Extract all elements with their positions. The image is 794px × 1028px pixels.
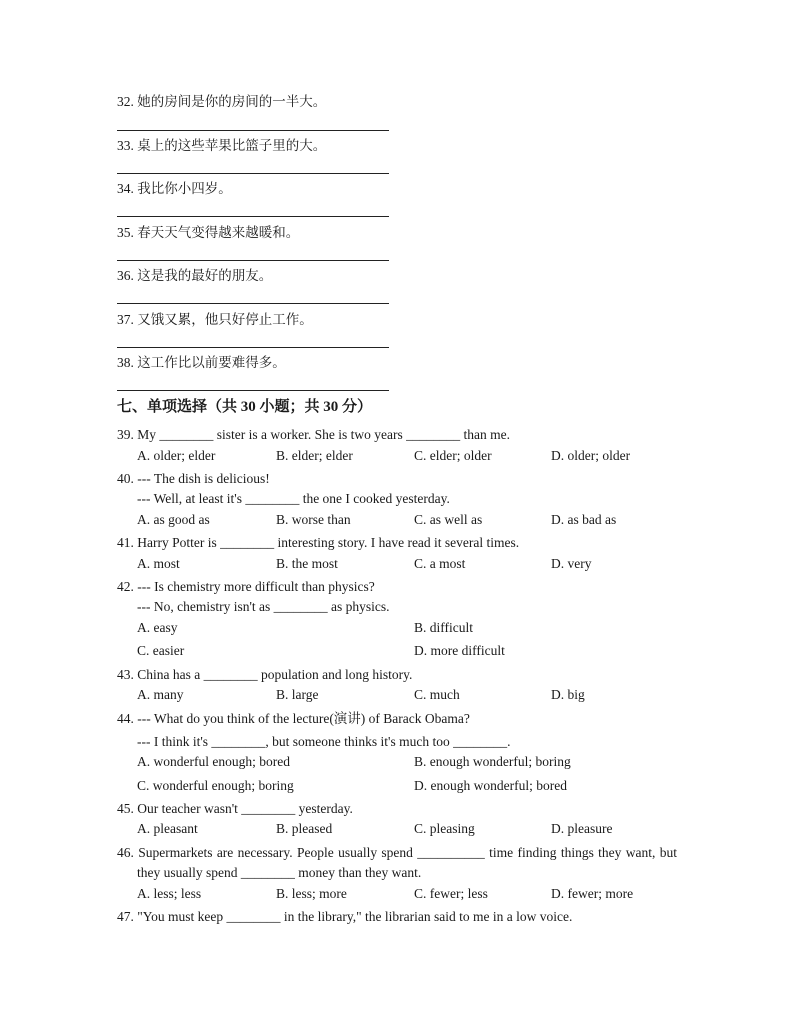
option-46-c: C. fewer; less: [414, 886, 488, 901]
option-44-b: B. enough wonderful; boring: [414, 754, 571, 769]
section-title: 七、单项选择（共 30 小题；共 30 分）: [117, 399, 373, 415]
option-44-a: A. wonderful enough; bored: [137, 754, 290, 769]
option-42-b: B. difficult: [414, 620, 473, 635]
question-45: [117, 800, 353, 818]
item-number: 37.: [117, 312, 134, 327]
question-text: --- The dish is delicious!: [137, 471, 270, 486]
question-41: [117, 534, 519, 552]
question-47: [117, 908, 572, 926]
translation-item-38: [117, 354, 286, 372]
option-39-c: C. elder; older: [414, 448, 492, 463]
question-text: Our teacher wasn't ________ yesterday.: [137, 801, 353, 816]
item-number: 33.: [117, 138, 134, 153]
option-39-d: D. older; older: [551, 448, 631, 463]
option-45-a: A. pleasant: [137, 821, 198, 836]
question-number: 42.: [117, 579, 134, 594]
question-42: [117, 578, 375, 596]
question-40-line-2: --- Well, at least it's ________ the one I cooked yesterday.: [137, 491, 450, 506]
option-39-a: A. older; elder: [137, 448, 216, 463]
option-41-c: C. a most: [414, 556, 466, 571]
option-43-b: B. large: [276, 687, 319, 702]
option-44-d: D. enough wonderful; bored: [414, 778, 567, 793]
item-text: 这工作比以前要难得多。: [137, 355, 286, 370]
question-42-line-2: --- No, chemistry isn't as ________ as physics.: [137, 599, 390, 614]
item-number: 35.: [117, 225, 134, 240]
question-40: [117, 470, 270, 488]
answer-line-32: [117, 130, 389, 131]
option-46-d: D. fewer; more: [551, 886, 634, 901]
option-46-b: B. less; more: [276, 886, 347, 901]
question-number: 41.: [117, 535, 134, 550]
item-number: 36.: [117, 268, 134, 283]
question-44: [117, 710, 470, 728]
item-text: 她的房间是你的房间的一半大。: [137, 94, 327, 109]
option-42-a: A. easy: [137, 620, 178, 635]
question-text: --- Is chemistry more difficult than physics?: [137, 579, 375, 594]
option-45-b: B. pleased: [276, 821, 333, 836]
item-text: 春天天气变得越来越暖和。: [137, 225, 300, 240]
question-text: Supermarkets are necessary. People usually spend __________ time finding things they want, but: [138, 845, 677, 860]
answer-line-35: [117, 260, 389, 261]
translation-item-37: [117, 311, 313, 329]
question-text: My ________ sister is a worker. She is two years ________ than me.: [137, 427, 510, 442]
answer-line-37: [117, 347, 389, 348]
option-43-c: C. much: [414, 687, 460, 702]
question-text: "You must keep ________ in the library," the librarian said to me in a low voice.: [137, 909, 573, 924]
option-39-b: B. elder; elder: [276, 448, 353, 463]
answer-line-38: [117, 390, 389, 391]
question-number: 46.: [117, 845, 134, 860]
translation-item-36: [117, 267, 272, 285]
option-45-c: C. pleasing: [414, 821, 475, 836]
answer-line-34: [117, 216, 389, 217]
item-text: 这是我的最好的朋友。: [137, 268, 273, 283]
question-text: Harry Potter is ________ interesting story. I have read it several times.: [137, 535, 520, 550]
option-41-d: D. very: [551, 556, 592, 571]
option-44-c: C. wonderful enough; boring: [137, 778, 294, 793]
question-number: 43.: [117, 667, 134, 682]
question-39: [117, 426, 510, 444]
option-43-d: D. big: [551, 687, 585, 702]
item-number: 38.: [117, 355, 134, 370]
item-text: 我比你小四岁。: [137, 181, 232, 196]
item-text: 桌上的这些苹果比篮子里的大。: [137, 138, 327, 153]
option-42-d: D. more difficult: [414, 643, 505, 658]
question-number: 44.: [117, 711, 134, 726]
question-number: 45.: [117, 801, 134, 816]
item-text: 又饿又累，他只好停止工作。: [137, 312, 313, 327]
option-40-c: C. as well as: [414, 512, 483, 527]
option-40-b: B. worse than: [276, 512, 351, 527]
question-46: [117, 844, 677, 862]
option-42-c: C. easier: [137, 643, 185, 658]
question-number: 40.: [117, 471, 134, 486]
option-40-a: A. as good as: [137, 512, 210, 527]
item-number: 34.: [117, 181, 134, 196]
question-44-line-2: --- I think it's ________, but someone thinks it's much too ________.: [137, 734, 511, 749]
translation-item-32: [117, 93, 326, 111]
question-43: [117, 666, 412, 684]
option-45-d: D. pleasure: [551, 821, 613, 836]
option-41-a: A. most: [137, 556, 180, 571]
translation-item-33: [117, 137, 326, 155]
option-41-b: B. the most: [276, 556, 338, 571]
question-text: China has a ________ population and long history.: [137, 667, 413, 682]
question-number: 39.: [117, 427, 134, 442]
translation-item-34: [117, 180, 232, 198]
option-40-d: D. as bad as: [551, 512, 617, 527]
answer-line-36: [117, 303, 389, 304]
option-43-a: A. many: [137, 687, 184, 702]
question-number: 47.: [117, 909, 134, 924]
item-number: 32.: [117, 94, 134, 109]
answer-line-33: [117, 173, 389, 174]
question-text: --- What do you think of the lecture(演讲) of Barack Obama?: [137, 711, 470, 726]
translation-item-35: [117, 224, 299, 242]
option-46-a: A. less; less: [137, 886, 202, 901]
question-46-line-2: they usually spend ________ money than they want.: [137, 865, 422, 880]
